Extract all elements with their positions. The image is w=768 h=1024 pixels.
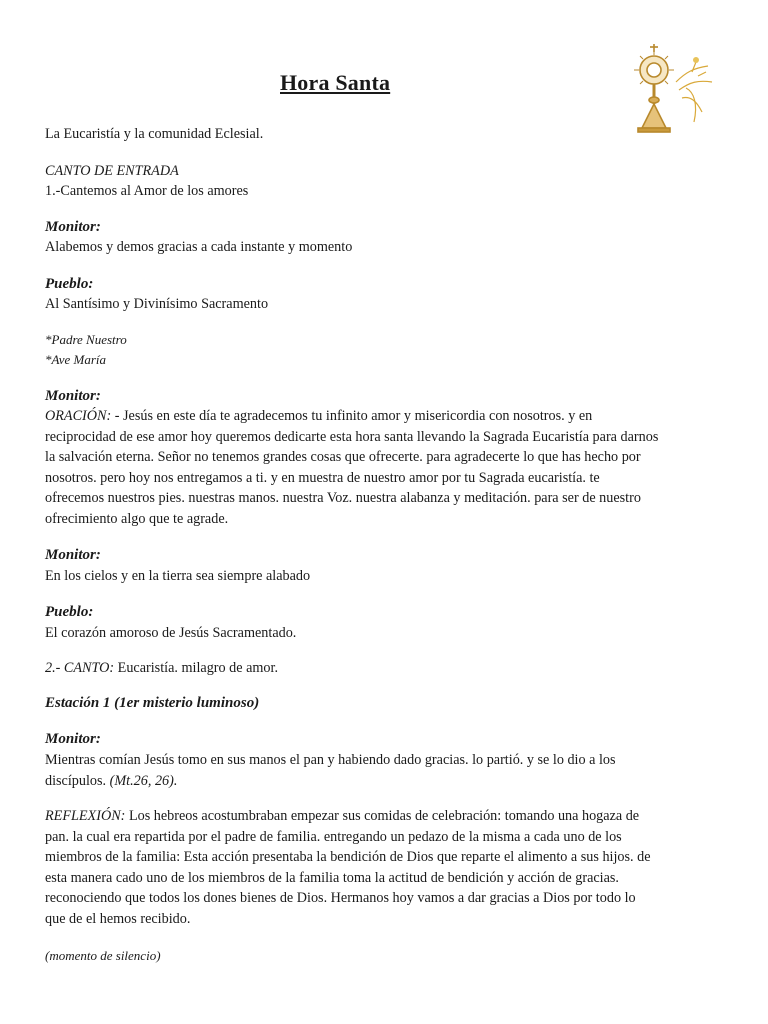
- monitor-label: Monitor:: [45, 388, 101, 404]
- reflexion-paragraph: [45, 806, 725, 930]
- pueblo-label: Pueblo:: [45, 276, 94, 292]
- reflexion-line: esta manera cado uno de los miembros de la familia toma la actitud de bendición y acción de gracias.: [45, 869, 619, 886]
- oracion-line: - Jesús en este día te agradecemos tu infinito amor y misericordia con nosotros. y en: [111, 408, 593, 424]
- canto-entrada-label: CANTO DE ENTRADA: [45, 163, 179, 179]
- oracion-label: ORACIÓN:: [45, 408, 112, 424]
- canto-2: [45, 658, 725, 679]
- monitor-text-3: [45, 750, 725, 791]
- monitor-text-1: Alabemos y demos gracias a cada instante y momento: [45, 239, 353, 255]
- oracion-paragraph: [45, 406, 725, 530]
- oracion-line: nosotros. pero hoy nos entregamos a ti. y en muestra de nuestro amor por tu Sagrada eucaristía. te: [45, 469, 600, 486]
- oracion-line: la salvación eterna. Señor no tenemos grandes cosas que ofrecerte. para agradecerte lo que has hecho por: [45, 449, 641, 466]
- subtitle: La Eucaristía y la comunidad Eclesial.: [45, 126, 264, 142]
- prayer-padre-nuestro: *Padre Nuestro: [45, 332, 127, 347]
- reflexion-line: que de el hemos recibido.: [45, 910, 191, 927]
- canto-2-text: Eucaristía. milagro de amor.: [114, 660, 278, 676]
- monitor-text-2: En los cielos y en la tierra sea siempre alabado: [45, 568, 311, 584]
- oracion-line: reciprocidad de ese amor hoy queremos dedicarte esta hora santa llevando la Sagrada Eucaristía para darnos: [45, 428, 659, 445]
- reflexion-line: Los hebreos acostumbraban empezar sus comidas de celebración: tomando una hogaza de: [125, 808, 640, 824]
- pueblo-label: Pueblo:: [45, 604, 94, 620]
- pueblo-text-2: El corazón amoroso de Jesús Sacramentado.: [45, 625, 297, 641]
- oracion-line: ofrecimiento algo que te agrade.: [45, 510, 229, 527]
- silence-note: (momento de silencio): [45, 948, 161, 963]
- monitor-label: Monitor:: [45, 731, 101, 747]
- monitor-label: Monitor:: [45, 547, 101, 563]
- reflexion-label: REFLEXIÓN:: [45, 808, 126, 824]
- bible-reference: (Mt.26, 26).: [109, 772, 178, 789]
- oracion-line: ofrecemos nuestros pies. nuestras manos. nuestra Voz. nuestra alabanza y meditación. para ser de nuestro: [45, 490, 641, 507]
- reflexion-line: reconociendo que todos los dones bienes de Dios. Hermanos hoy vamos a dar gracias a Dios por todo lo: [45, 890, 636, 907]
- estacion-heading: Estación 1 (1er misterio luminoso): [45, 695, 260, 711]
- reflexion-line: miembros de la familia: Esta acción presentaba la bendición de Dios que reparte el alimento a sus hijos. de: [45, 849, 651, 866]
- canto-entrada-song: 1.-Cantemos al Amor de los amores: [45, 183, 249, 199]
- page-title: Hora Santa: [280, 70, 391, 95]
- monitor-3-line: Mientras comían Jesús tomo en sus manos el pan y habiendo dado gracias. lo partió. y se lo dio a los: [45, 752, 616, 768]
- reflexion-line: pan. la cual era repartida por el padre de familia. entregando un pedazo de la misma a cada uno de los: [45, 828, 622, 845]
- monitor-label: Monitor:: [45, 219, 101, 235]
- prayer-ave-maria: *Ave María: [45, 352, 107, 367]
- pueblo-text-1: Al Santísimo y Divinísimo Sacramento: [45, 296, 269, 312]
- canto-2-label: 2.- CANTO:: [45, 660, 115, 676]
- monitor-3-line: discípulos.: [45, 772, 110, 789]
